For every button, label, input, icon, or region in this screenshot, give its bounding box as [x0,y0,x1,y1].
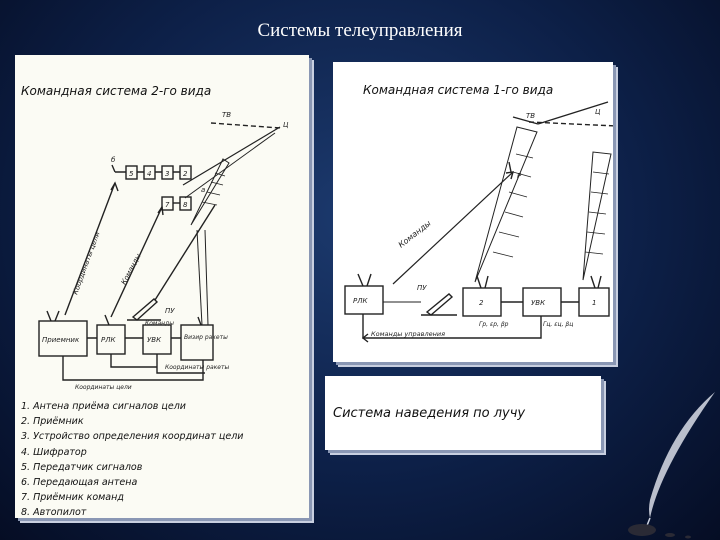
label-receiver: Приемник [42,336,80,344]
label-box-2: 2 [479,299,484,307]
label-uvk: УВК [531,299,546,307]
legend-item: 6. Передающая антена [21,477,138,489]
label-box-7: 7 [165,201,170,209]
label-target: Ц [595,108,601,116]
label-commands: Команды [396,218,433,250]
launcher [133,299,157,320]
panel-title: Командная система 1-го вида [363,83,554,97]
label-rocket-sight: Визир ракеты [184,334,228,341]
legend-item: 2. Приёмник [21,416,84,428]
label-box-1: 1 [592,299,597,307]
label-box-4: 4 [147,170,152,178]
commands-arrow [393,172,513,284]
label-control-commands: Команды управления [371,330,445,338]
label-b: б [111,156,116,164]
label-rocket-coords: Координаты ракеты [165,364,230,371]
label-a: а [201,186,206,194]
label-box-3: 3 [165,170,170,178]
panel-command-system-type-1 [333,62,613,362]
quill-decoration [590,390,720,540]
label-target: Ц [283,121,289,129]
label-tv: ТВ [526,112,536,120]
legend-item: 1. Антена приёма сигналов цели [21,401,186,412]
label-box-2: 2 [183,170,188,178]
target-line [183,127,280,185]
legend-item: 5. Передатчик сигналов [21,461,143,473]
legend-item: 4. Шифратор [21,446,87,458]
label-uvk: УВК [147,336,162,344]
label-coords: Координаты цели [71,230,102,296]
label-rlk: РЛК [101,336,116,344]
label-p: Р [517,172,522,180]
label-box-8: 8 [183,201,188,209]
label-commands: Команды [119,252,143,286]
tv-target-line [211,123,280,128]
legend-item: 8. Автопилот [21,507,87,519]
beam-left [475,127,537,282]
slide-title: Системы телеуправления [257,20,463,41]
antenna-6 [112,165,126,172]
legend-item: 3. Устройство определения координат цели [21,431,244,443]
label-params-c: Гц, εц, βц [543,321,574,328]
panel-beam-guidance [325,376,601,450]
rocket-sight-box [181,325,213,360]
label-pu: ПУ [165,307,175,315]
label-tv: ТВ [222,111,232,119]
label-target-coords: Координаты цели [75,384,132,391]
diagram-command-system-2 [15,55,309,395]
beam-right [583,152,611,280]
launcher [427,294,452,315]
legend-item: 7. Приёмник команд [21,492,124,504]
label-pu: ПУ [417,284,427,292]
diagram-command-system-1 [333,62,613,362]
label-box-5: 5 [129,170,134,178]
label-rlk: РЛК [353,297,368,305]
legend-list [21,399,306,521]
label-params-r: Гр, εр, βр [479,321,509,328]
label-pu-commands: Команды [145,320,174,327]
panel-title: Командная система 2-го вида [21,84,212,98]
caption-text: Система наведения по лучу [333,406,526,421]
panel-command-system-type-2 [15,55,309,518]
